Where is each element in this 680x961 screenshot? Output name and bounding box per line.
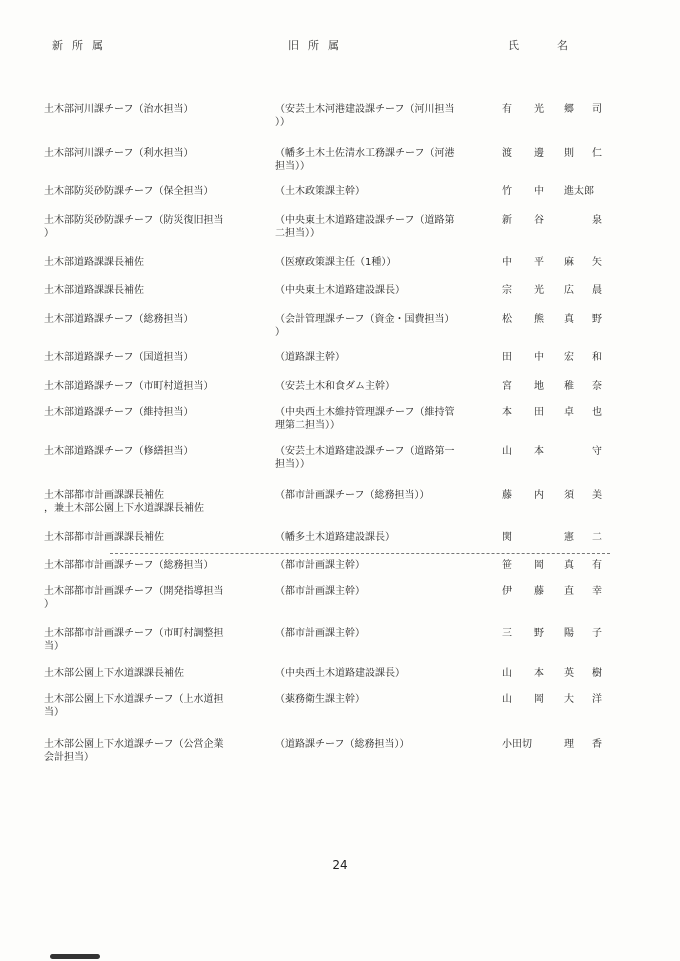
- name-part: 渡: [502, 148, 512, 159]
- new-position: 土木部都市計画課チーフ（開発指導担当 ）: [44, 586, 224, 610]
- name-part: 郷: [564, 104, 574, 115]
- name-part: 光: [534, 285, 544, 296]
- name-part: 関: [502, 532, 512, 543]
- old-position: （都市計画課主幹）: [275, 586, 365, 597]
- name-part: 仁: [592, 148, 602, 159]
- old-position: （土木政策課主幹）: [275, 186, 365, 197]
- new-position: 土木部防災砂防課チーフ（防災復旧担当 ）: [44, 215, 224, 239]
- name-part: 陽: [564, 628, 574, 639]
- name-part: 真: [564, 314, 574, 325]
- name-part: 三: [502, 628, 512, 639]
- name-part: 二: [592, 532, 602, 543]
- page-number: 24: [332, 858, 348, 872]
- name-part: 光: [534, 104, 544, 115]
- name-part: 樹: [592, 668, 602, 679]
- new-position: 土木部都市計画課課長補佐: [44, 532, 164, 543]
- name-part: 稚: [564, 381, 574, 392]
- old-position: （中央東土木道路建設課長）: [275, 285, 405, 296]
- name-part: 和: [592, 352, 602, 363]
- old-position: （中央西土木道路建設課長）: [275, 668, 405, 679]
- name-part: 田: [534, 407, 544, 418]
- name-part: 麻: [564, 257, 574, 268]
- name-part: 笹: [502, 560, 512, 571]
- old-position: （中央東土木道路建設課チーフ（道路第 二担当））: [275, 215, 455, 239]
- name-part: 藤: [534, 586, 544, 597]
- name-part: 田: [502, 352, 512, 363]
- new-position: 土木部河川課チーフ（治水担当）: [44, 104, 194, 115]
- new-position: 土木部道路課チーフ（国道担当）: [44, 352, 194, 363]
- table-divider: [110, 553, 610, 554]
- name-part: 松: [502, 314, 512, 325]
- name-part: 内: [534, 490, 544, 501]
- name-part: 奈: [592, 381, 602, 392]
- name-part: 熊: [534, 314, 544, 325]
- name-part: 洋: [592, 694, 602, 705]
- name-part: 進太郎: [564, 186, 594, 197]
- new-position: 土木部都市計画課チーフ（総務担当）: [44, 560, 214, 571]
- new-position: 土木部道路課チーフ（修繕担当）: [44, 446, 194, 457]
- old-position: （都市計画課主幹）: [275, 560, 365, 571]
- old-position: （会計管理課チーフ（資金・国費担当） ）: [275, 314, 455, 338]
- name-part: 直: [564, 586, 574, 597]
- name-part: 司: [592, 104, 602, 115]
- name-part: 新: [502, 215, 512, 226]
- old-position: （都市計画課チーフ（総務担当））: [275, 490, 430, 501]
- name-part: 平: [534, 257, 544, 268]
- name-part: 有: [592, 560, 602, 571]
- old-position: （道路課チーフ（総務担当））: [275, 739, 410, 750]
- name-part: 竹: [502, 186, 512, 197]
- name-part: 泉: [592, 215, 602, 226]
- name-part: 本: [534, 668, 544, 679]
- new-position: 土木部道路課課長補佐: [44, 285, 144, 296]
- name-part: 邊: [534, 148, 544, 159]
- name-part: 山: [502, 694, 512, 705]
- name-part: 英: [564, 668, 574, 679]
- column-header-old: 旧所属: [288, 39, 348, 52]
- name-part: 真: [564, 560, 574, 571]
- new-position: 土木部道路課チーフ（維持担当）: [44, 407, 194, 418]
- name-part: 中: [534, 352, 544, 363]
- new-position: 土木部道路課チーフ（総務担当）: [44, 314, 194, 325]
- name-part: 也: [592, 407, 602, 418]
- name-part: 美: [592, 490, 602, 501]
- name-part: 有: [502, 104, 512, 115]
- new-position: 土木部都市計画課チーフ（市町村調整担 当）: [44, 628, 224, 652]
- name-part: 宮: [502, 381, 512, 392]
- name-part: 憲: [564, 532, 574, 543]
- new-position: 土木部公園上下水道課課長補佐: [44, 668, 184, 679]
- name-part: 藤: [502, 490, 512, 501]
- old-position: （医療政策課主任（1種））: [275, 257, 397, 268]
- new-position: 土木部防災砂防課チーフ（保全担当）: [44, 186, 214, 197]
- name-part: 大: [564, 694, 574, 705]
- old-position: （都市計画課主幹）: [275, 628, 365, 639]
- name-part: 卓: [564, 407, 574, 418]
- column-header-new: 新所属: [52, 39, 112, 52]
- name-part: 伊: [502, 586, 512, 597]
- old-position: （安芸土木和食ダム主幹）: [275, 381, 395, 392]
- name-part: 地: [534, 381, 544, 392]
- name-part: 山: [502, 668, 512, 679]
- new-position: 土木部公園上下水道課チーフ（上水道担 当）: [44, 694, 224, 718]
- new-position: 土木部道路課課長補佐: [44, 257, 144, 268]
- name-part: 晨: [592, 285, 602, 296]
- name-part: 広: [564, 285, 574, 296]
- name-part: 中: [534, 186, 544, 197]
- new-position: 土木部都市計画課課長補佐 ，兼土木部公園上下水道課課長補佐: [44, 490, 204, 514]
- new-position: 土木部道路課チーフ（市町村道担当）: [44, 381, 214, 392]
- old-position: （道路課主幹）: [275, 352, 345, 363]
- name-part: 矢: [592, 257, 602, 268]
- scan-smudge: [50, 954, 100, 959]
- name-part: 理: [564, 739, 574, 750]
- old-position: （幡多土木道路建設課長）: [275, 532, 395, 543]
- name-part: 香: [592, 739, 602, 750]
- column-header-name: 氏名: [508, 39, 606, 52]
- old-position: （幡多土木土佐清水工務課チーフ（河港 担当））: [275, 148, 455, 172]
- name-part: 宏: [564, 352, 574, 363]
- name-part: 則: [564, 148, 574, 159]
- new-position: 土木部公園上下水道課チーフ（公営企業 会計担当）: [44, 739, 224, 763]
- name-part: 岡: [534, 694, 544, 705]
- name-part: 須: [564, 490, 574, 501]
- name-part: 小田切: [502, 739, 532, 750]
- name-part: 谷: [534, 215, 544, 226]
- old-position: （安芸土木道路建設課チーフ（道路第一 担当））: [275, 446, 455, 470]
- name-part: 幸: [592, 586, 602, 597]
- new-position: 土木部河川課チーフ（利水担当）: [44, 148, 194, 159]
- name-part: 宗: [502, 285, 512, 296]
- name-part: 野: [534, 628, 544, 639]
- name-part: 本: [534, 446, 544, 457]
- name-part: 子: [592, 628, 602, 639]
- name-part: 本: [502, 407, 512, 418]
- old-position: （安芸土木河港建設課チーフ（河川担当 ））: [275, 104, 455, 128]
- name-part: 守: [592, 446, 602, 457]
- old-position: （薬務衛生課主幹）: [275, 694, 365, 705]
- name-part: 中: [502, 257, 512, 268]
- old-position: （中央西土木維持管理課チーフ（維持管 理第二担当））: [275, 407, 455, 431]
- name-part: 野: [592, 314, 602, 325]
- name-part: 岡: [534, 560, 544, 571]
- name-part: 山: [502, 446, 512, 457]
